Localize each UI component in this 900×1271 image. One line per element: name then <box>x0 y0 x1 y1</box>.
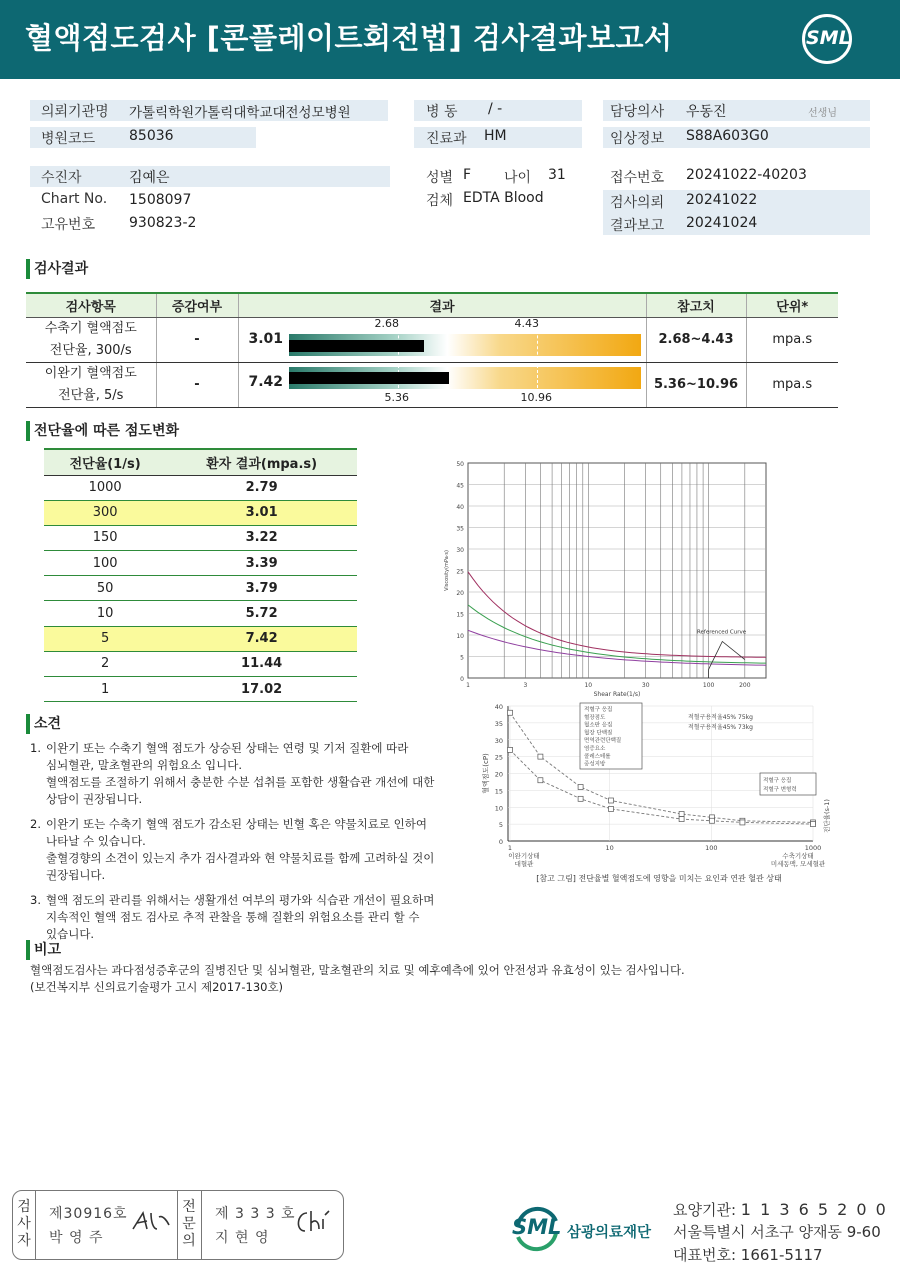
shear-value-cell: 3.01 <box>166 500 357 525</box>
results-header-row <box>26 293 838 317</box>
change-cell: - <box>156 362 238 407</box>
x-tick-label: 1 <box>507 844 513 852</box>
sig-left-role <box>16 1199 32 1250</box>
shear-value-cell: 2.79 <box>166 475 357 500</box>
opinion-item <box>30 816 450 884</box>
remarks-line-1: 혈액점도검사는 과다점성증후군의 질병진단 및 심뇌혈관, 말초혈관의 치료 및 예후예측에 있어 안전성과 유효성이 있는 검사입니다. <box>30 963 685 977</box>
shear-rate-cell: 50 <box>44 576 166 601</box>
y-tick-label: 10 <box>494 804 503 813</box>
institution-label: 의뢰기관명 <box>41 104 109 120</box>
receipt-value: 20241022-40203 <box>686 167 807 183</box>
result-value: 3.01 <box>248 330 284 347</box>
footer-logo <box>512 1203 652 1257</box>
shear-row <box>44 651 357 676</box>
factor-label: 면역관련단백질 <box>584 738 622 745</box>
institution-value: 가톨릭학원가톨릭대학교대전성모병원 <box>129 105 351 121</box>
sig-left-name: 박 영 주 <box>49 1230 104 1246</box>
ref-cell: 5.36~10.96 <box>646 362 746 407</box>
factor-label: 염증요소 <box>584 746 606 752</box>
footer-address: 서울특별시 서초구 양재동 9-60 <box>673 1223 881 1241</box>
x-right-label: 수축기상태 <box>782 852 814 860</box>
shear-row <box>44 551 357 576</box>
legend-entry: 적혈구용적율45% 75kg <box>688 714 753 721</box>
series-75kg-marker <box>578 785 583 790</box>
ref-high-label: 4.43 <box>514 316 539 330</box>
shear-rate-cell: 1000 <box>44 475 166 500</box>
y-tick-label: 50 <box>456 461 464 468</box>
footer-code-label: 요양기관: <box>673 1201 737 1219</box>
sig-left-license: 제30916호 <box>49 1206 128 1222</box>
y-tick-label: 40 <box>494 703 503 711</box>
result-level-bar <box>289 372 449 384</box>
y-tick-label: 35 <box>494 719 503 728</box>
footer-org: 삼광의료재단 <box>567 1225 652 1241</box>
result-bar-wrap <box>239 318 646 362</box>
footer-phone-line <box>673 1244 823 1265</box>
x-tick-label: 3 <box>523 682 528 689</box>
shear-table <box>44 448 357 702</box>
lower-reference-curve <box>468 630 766 665</box>
ref-high-marker <box>537 365 538 393</box>
x-left-label: 대혈관 <box>514 860 534 868</box>
sig-right-license: 제 3 3 3 호 <box>215 1206 296 1222</box>
item-rate: 전단율, 5/s <box>58 387 124 403</box>
specimen-label: 검체 <box>426 193 454 209</box>
footer-code: 1 1 3 6 5 2 0 0 <box>740 1200 888 1219</box>
clinical-value: S88A603G0 <box>686 128 769 144</box>
unit-cell: mpa.s <box>746 362 838 407</box>
y-tick-label: 35 <box>456 525 464 533</box>
series-73kg-marker <box>811 822 816 827</box>
report-date-value: 20241024 <box>686 215 758 231</box>
col-item: 검사항목 <box>26 293 156 317</box>
sex-label: 성별 <box>426 170 454 186</box>
figure-caption: [참고 그림] 전단율별 혈액점도에 영향을 미치는 요인과 연관 혈관 상태 <box>536 874 782 883</box>
y-tick-label: 5 <box>460 654 464 662</box>
col-ref: 참고치 <box>646 293 746 317</box>
signature-image <box>129 1207 173 1235</box>
shear-row <box>44 601 357 626</box>
shear-row <box>44 475 357 500</box>
y-axis-label: 혈액점도(cP) <box>482 753 490 794</box>
chart1-grid <box>468 463 766 678</box>
right-axis-label: 전단율(s-1) <box>823 799 831 833</box>
y-tick-label: 0 <box>498 838 503 846</box>
x-tick-label: 100 <box>702 682 715 689</box>
shear-value-cell: 5.72 <box>166 601 357 626</box>
shear-row <box>44 525 357 550</box>
referenced-curve-label: Referenced Curve <box>696 629 747 636</box>
x-tick-label: 30 <box>641 682 650 689</box>
remarks-section-title: 비고 <box>26 940 61 960</box>
referenced-curve-pointer <box>709 641 745 678</box>
x-tick-label: 1000 <box>804 844 822 852</box>
series-75kg-marker <box>609 798 614 803</box>
patient-label: 수진자 <box>41 170 82 186</box>
unique-id-value: 930823-2 <box>129 215 197 231</box>
age-value: 31 <box>548 167 566 183</box>
request-value: 20241022 <box>686 192 758 208</box>
shear-rate-cell: 1 <box>44 677 166 702</box>
opinion-line: 권장됩니다. <box>46 868 106 882</box>
x-right-label: 미세동맥, 모세혈관 <box>770 860 826 868</box>
hospital-code-value: 85036 <box>129 128 174 144</box>
sig-divider <box>201 1191 202 1259</box>
sig-char: 전 <box>182 1199 196 1215</box>
opinion-item <box>30 892 450 943</box>
item-name: 수축기 혈액점도 <box>44 320 137 336</box>
shear-value-cell: 3.22 <box>166 525 357 550</box>
y-tick-label: 20 <box>494 770 503 779</box>
y-tick-label: 10 <box>456 633 464 640</box>
x-left-label: 이완기상태 <box>508 852 540 860</box>
sig-divider <box>35 1191 36 1259</box>
doctor-label: 담당의사 <box>610 104 665 120</box>
series-73kg-marker <box>578 796 583 801</box>
x-tick-label: 100 <box>705 844 718 852</box>
unit-cell: mpa.s <box>746 317 838 362</box>
factor-label: 혈장점도 <box>584 714 606 721</box>
footer-code-line <box>673 1199 888 1220</box>
clinical-label: 임상정보 <box>610 131 665 147</box>
opinion-line: 출혈경향의 소견이 있는지 추가 검사결과와 현 약물치료를 함께 고려하실 것이 <box>46 851 435 865</box>
result-cell <box>238 362 646 407</box>
shear-value-cell: 3.39 <box>166 551 357 576</box>
series-73kg-marker <box>679 817 684 822</box>
viscosity-curve-chart <box>440 458 780 698</box>
result-bar-wrap <box>239 363 646 407</box>
x-tick-label: 10 <box>605 844 614 852</box>
box-label: 적혈구 변형력 <box>763 787 797 793</box>
x-tick-label: 1 <box>466 682 470 689</box>
shear-row <box>44 677 357 702</box>
item-cell <box>26 317 156 362</box>
opinion-line: 있습니다. <box>46 927 95 941</box>
series-73kg-marker <box>508 747 513 752</box>
ref-low-label: 2.68 <box>374 316 399 330</box>
factor-label: 혈소판 응집 <box>584 722 613 729</box>
sig-char: 자 <box>17 1233 31 1249</box>
y-tick-label: 20 <box>456 590 464 597</box>
x-tick-label: 200 <box>739 682 751 689</box>
sig-right-role <box>181 1199 197 1250</box>
y-tick-label: 5 <box>498 821 503 830</box>
series-73kg-marker <box>710 818 715 823</box>
sig-divider <box>177 1191 178 1259</box>
shear-rate-cell: 5 <box>44 626 166 651</box>
opinion-line: 이완기 또는 수축기 혈액 점도가 상승된 상태는 연령 및 기저 질환에 따라 <box>46 741 409 755</box>
signature-image <box>291 1207 335 1237</box>
shear-value-cell: 3.79 <box>166 576 357 601</box>
dept-label: 진료과 <box>426 131 467 147</box>
shear-body <box>44 475 357 702</box>
series-73kg-marker <box>609 806 614 811</box>
sig-char: 검 <box>17 1199 31 1215</box>
y-tick-label: 45 <box>456 482 464 490</box>
legend-entry: 적혈구용적율45% 73kg <box>688 724 753 731</box>
x-axis-label: Shear Rate(1/s) <box>593 691 641 698</box>
shear-value-cell: 11.44 <box>166 651 357 676</box>
col-shear-rate: 전단율(1/s) <box>44 449 166 475</box>
ref-cell: 2.68~4.43 <box>646 317 746 362</box>
opinion-line: 지속적인 혈액 점도 검사로 추적 관찰을 통해 질환의 위험요소를 관리 할 수 <box>46 910 420 924</box>
series-75kg-marker <box>538 754 543 759</box>
specimen-value: EDTA Blood <box>463 190 544 206</box>
y-tick-label: 40 <box>456 504 464 511</box>
item-name: 이완기 혈액점도 <box>44 365 137 381</box>
shear-rate-cell: 100 <box>44 551 166 576</box>
item-cell <box>26 362 156 407</box>
series-73kg-marker <box>740 820 745 825</box>
shear-section-title: 전단율에 따른 점도변화 <box>26 421 179 441</box>
ref-high-label: 10.96 <box>520 390 552 404</box>
opinion-line: 혈액 점도의 관리를 위해서는 생활개선 여부의 평가와 식습관 개선이 필요하며 <box>46 893 435 907</box>
request-label: 검사의뢰 <box>610 195 665 211</box>
col-unit: 단위* <box>746 293 838 317</box>
age-label: 나이 <box>504 170 532 186</box>
x-tick-label: 10 <box>584 682 593 689</box>
y-axis-label: Viscosity(mPa·s) <box>444 550 450 591</box>
sig-right-name: 지 현 영 <box>215 1230 270 1246</box>
chart1-curves <box>468 572 766 678</box>
result-cell <box>238 317 646 362</box>
ref-low-label: 5.36 <box>384 390 409 404</box>
series-75kg-marker <box>508 710 513 715</box>
factor-label: 적혈구 응집 <box>584 707 613 713</box>
factor-label: 콜레스테롤 <box>584 753 611 760</box>
y-tick-label: 15 <box>456 611 464 619</box>
sig-char: 의 <box>182 1233 196 1249</box>
results-section-title: 검사결과 <box>26 259 88 279</box>
chart2-content <box>481 703 831 883</box>
opinion-line: 이완기 또는 수축기 혈액 점도가 감소된 상태는 빈혈 혹은 약물치료로 인하여 <box>46 817 427 831</box>
opinion-line: 심뇌혈관, 말초혈관의 위험요소 입니다. <box>46 758 243 772</box>
factor-label: 중성지방 <box>584 761 606 768</box>
opinion-line: 혈액점도를 조절하기 위해서 충분한 수분 섭취를 포함한 생활습관 개선에 대한 <box>46 775 435 789</box>
hospital-code-label: 병원코드 <box>41 131 96 147</box>
doctor-value: 우동진 <box>686 104 727 120</box>
doctor-suffix: 선생님 <box>808 108 837 119</box>
remarks-text <box>30 962 685 996</box>
series-73kg-marker <box>538 778 543 783</box>
footer-phone-label: 대표번호: <box>673 1246 737 1264</box>
factor-label: 혈장 단백질 <box>584 730 613 737</box>
sml-logo: SML <box>806 27 851 49</box>
results-table <box>26 292 838 408</box>
sig-char: 문 <box>182 1216 196 1232</box>
opinion-list <box>30 740 450 951</box>
shear-value-cell: 17.02 <box>166 677 357 702</box>
change-cell: - <box>156 317 238 362</box>
dept-value: HM <box>484 128 507 144</box>
shear-row <box>44 626 357 651</box>
y-tick-label: 30 <box>456 547 464 554</box>
table-row <box>26 317 838 362</box>
table-row <box>26 362 838 407</box>
col-patient-result: 환자 결과(mpa.s) <box>166 449 357 475</box>
signature-box <box>12 1190 344 1260</box>
shear-row <box>44 500 357 525</box>
shear-rate-cell: 300 <box>44 500 166 525</box>
report-header <box>0 0 900 79</box>
footer-phone: 1661-5117 <box>740 1246 823 1264</box>
shear-header-row <box>44 449 357 475</box>
series-75kg-marker <box>679 812 684 817</box>
result-value: 7.42 <box>248 373 284 390</box>
shear-row <box>44 576 357 601</box>
shear-rate-cell: 2 <box>44 651 166 676</box>
report-date-label: 결과보고 <box>610 218 665 234</box>
y-tick-label: 25 <box>494 753 503 762</box>
receipt-label: 접수번호 <box>610 170 665 186</box>
info-bg <box>30 166 390 187</box>
y-tick-label: 15 <box>494 787 503 796</box>
opinion-number: 3. <box>30 893 41 907</box>
y-tick-label: 0 <box>460 676 464 683</box>
chart-label: Chart No. <box>41 191 108 207</box>
col-result: 결과 <box>238 293 646 317</box>
footer-logo-text: SML <box>512 1215 562 1239</box>
y-tick-label: 25 <box>456 568 464 576</box>
col-change: 증감여부 <box>156 293 238 317</box>
series-75kg-line <box>510 713 813 823</box>
item-rate: 전단율, 300/s <box>49 342 132 358</box>
shear-rate-cell: 10 <box>44 601 166 626</box>
chart-value: 1508097 <box>129 192 192 208</box>
ward-label: 병 동 <box>426 104 458 120</box>
sex-value: F <box>463 167 472 183</box>
opinion-item <box>30 740 450 808</box>
opinion-number: 1. <box>30 741 41 755</box>
chart1-labels <box>444 461 751 698</box>
ref-high-marker <box>537 330 538 360</box>
unique-id-label: 고유번호 <box>41 217 96 233</box>
opinion-number: 2. <box>30 817 41 831</box>
factor-reference-chart <box>478 700 840 890</box>
patient-value: 김예은 <box>129 170 170 186</box>
sig-char: 사 <box>17 1216 31 1232</box>
shear-rate-cell: 150 <box>44 525 166 550</box>
opinion-line: 나타날 수 있습니다. <box>46 834 146 848</box>
opinion-section-title: 소견 <box>26 714 61 734</box>
opinion-line: 상담이 권장됩니다. <box>46 792 143 806</box>
y-tick-label: 30 <box>494 736 503 745</box>
result-level-bar <box>289 340 424 352</box>
report-title: 혈액점도검사 [콘플레이트회전법] 검사결과보고서 <box>25 21 673 55</box>
shear-value-cell: 7.42 <box>166 626 357 651</box>
ward-value: / - <box>488 101 503 117</box>
remarks-line-2: (보건복지부 신의료기술평가 고시 제2017-130호) <box>30 980 284 994</box>
box-label: 적혈구 응집 <box>763 778 792 784</box>
